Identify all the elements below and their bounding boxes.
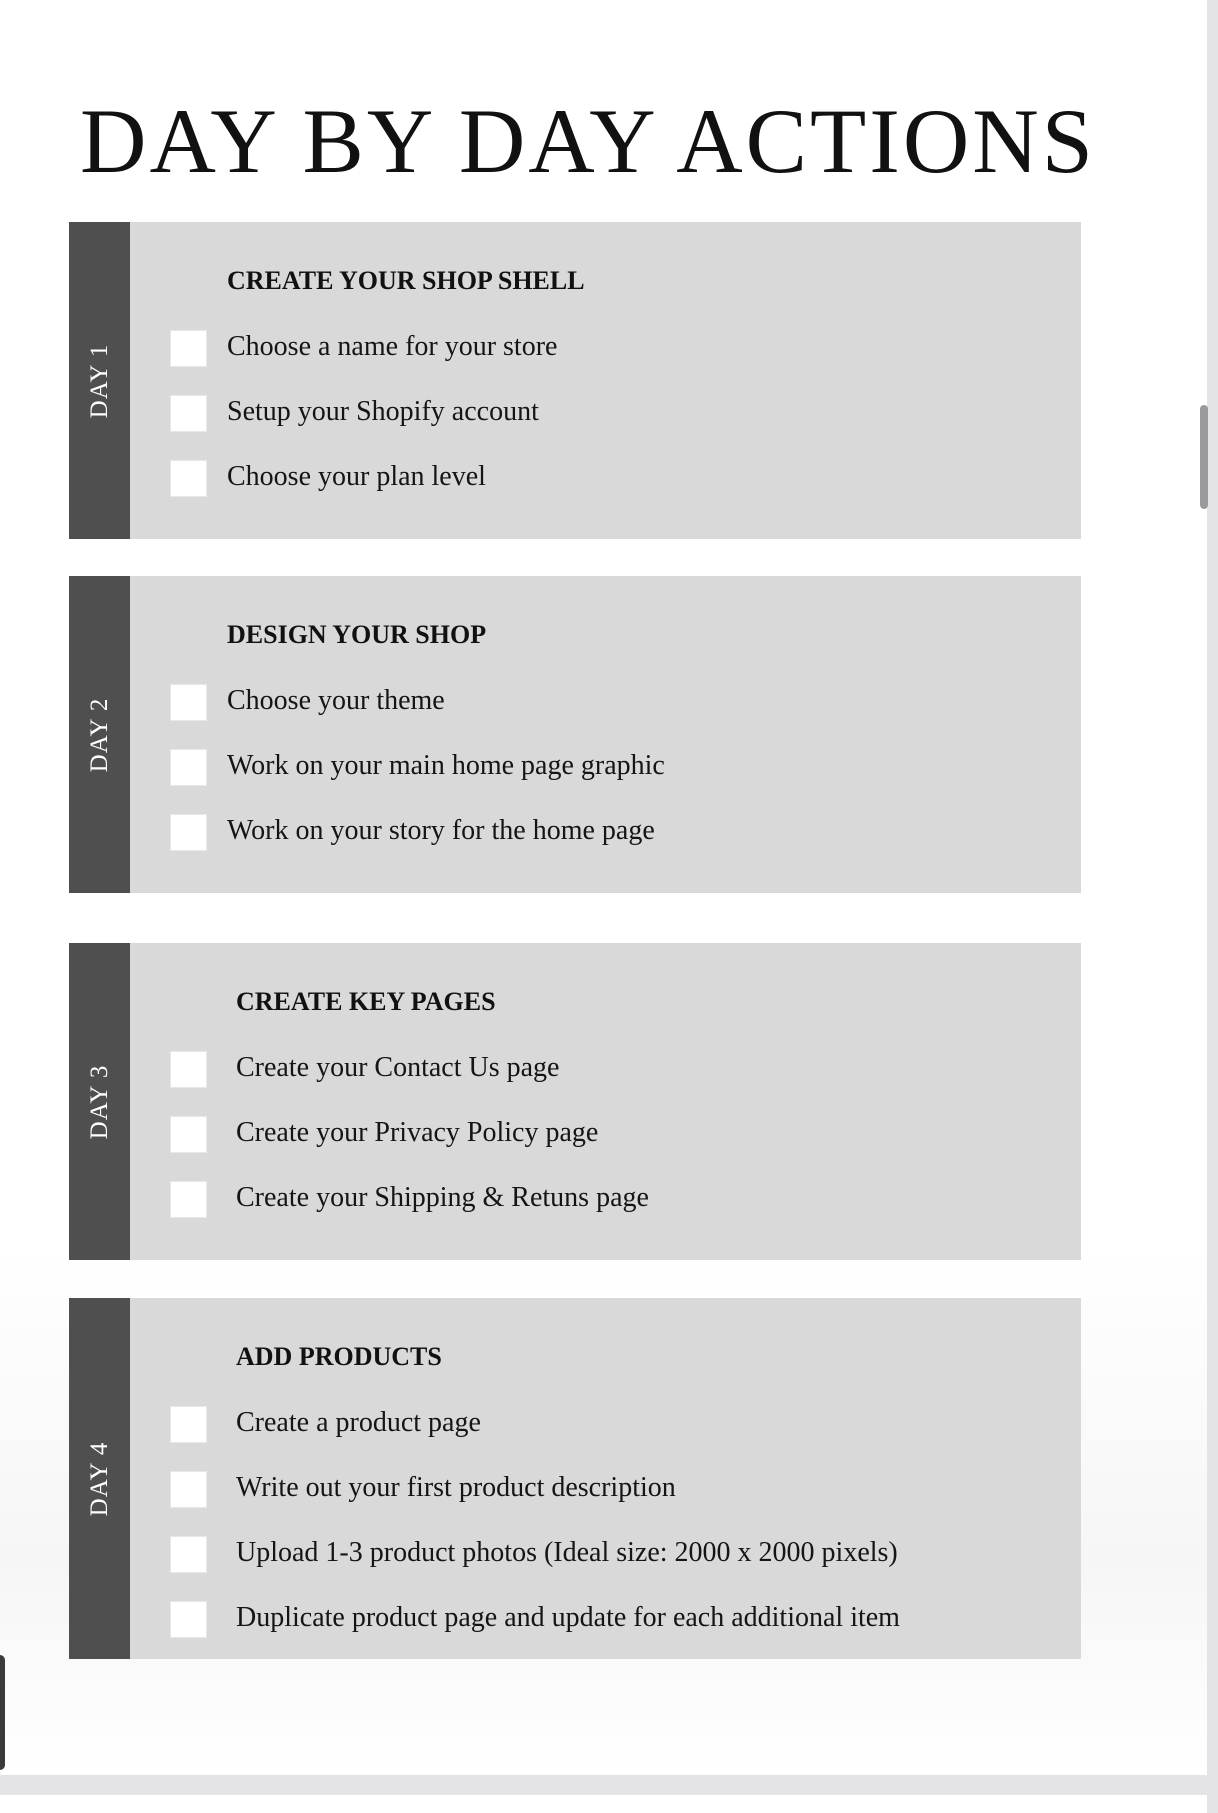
day-label: DAY 2 bbox=[85, 697, 113, 772]
day-label-strip bbox=[69, 222, 130, 539]
day-heading: DESIGN YOUR SHOP bbox=[227, 620, 487, 649]
checkbox[interactable] bbox=[170, 749, 207, 786]
checklist-item-label: Work on your main home page graphic bbox=[227, 750, 665, 781]
day-heading: ADD PRODUCTS bbox=[236, 1342, 442, 1371]
day-2-section bbox=[69, 576, 1081, 893]
day-label: DAY 3 bbox=[85, 1064, 113, 1139]
day-label: DAY 1 bbox=[85, 343, 113, 418]
checklist-item-label: Setup your Shopify account bbox=[227, 396, 539, 427]
checkbox[interactable] bbox=[170, 814, 207, 851]
checkbox[interactable] bbox=[170, 684, 207, 721]
checkbox[interactable] bbox=[170, 1601, 207, 1638]
checkbox[interactable] bbox=[170, 460, 207, 497]
day-label-strip bbox=[69, 1298, 130, 1659]
day-label-strip bbox=[69, 943, 130, 1260]
day-3-section bbox=[69, 943, 1081, 1260]
checklist-item-label: Create a product page bbox=[236, 1407, 481, 1438]
checklist-item-label: Choose your plan level bbox=[227, 461, 486, 492]
page-title: DAY BY DAY ACTIONS bbox=[80, 90, 1096, 192]
checkbox[interactable] bbox=[170, 1116, 207, 1153]
checklist-item-label: Duplicate product page and update for each additional item bbox=[236, 1602, 900, 1633]
checkbox[interactable] bbox=[170, 1181, 207, 1218]
day-heading: CREATE KEY PAGES bbox=[236, 987, 496, 1016]
checkbox[interactable] bbox=[170, 1406, 207, 1443]
checkbox[interactable] bbox=[170, 1051, 207, 1088]
checklist-item-label: Create your Privacy Policy page bbox=[236, 1117, 599, 1148]
next-page bbox=[0, 1795, 1207, 1813]
checkbox[interactable] bbox=[170, 395, 207, 432]
checkbox[interactable] bbox=[170, 1536, 207, 1573]
checklist-item-label: Work on your story for the home page bbox=[227, 815, 655, 846]
day-4-section bbox=[69, 1298, 1081, 1659]
checkbox[interactable] bbox=[170, 330, 207, 367]
checklist-item-label: Create your Shipping & Retuns page bbox=[236, 1182, 649, 1213]
day-1-section bbox=[69, 222, 1081, 539]
checklist-item-label: Choose a name for your store bbox=[227, 331, 558, 362]
checklist-item-label: Write out your first product description bbox=[236, 1472, 676, 1503]
day-heading: CREATE YOUR SHOP SHELL bbox=[227, 266, 585, 295]
checkbox[interactable] bbox=[170, 1471, 207, 1508]
scrollbar[interactable] bbox=[1200, 405, 1208, 509]
checklist-item-label: Choose your theme bbox=[227, 685, 445, 716]
window-edge bbox=[0, 1655, 5, 1770]
day-label-strip bbox=[69, 576, 130, 893]
checklist-item-label: Upload 1-3 product photos (Ideal size: 2000 x 2000 pixels) bbox=[236, 1537, 898, 1568]
checklist-item-label: Create your Contact Us page bbox=[236, 1052, 560, 1083]
day-label: DAY 4 bbox=[85, 1441, 113, 1516]
